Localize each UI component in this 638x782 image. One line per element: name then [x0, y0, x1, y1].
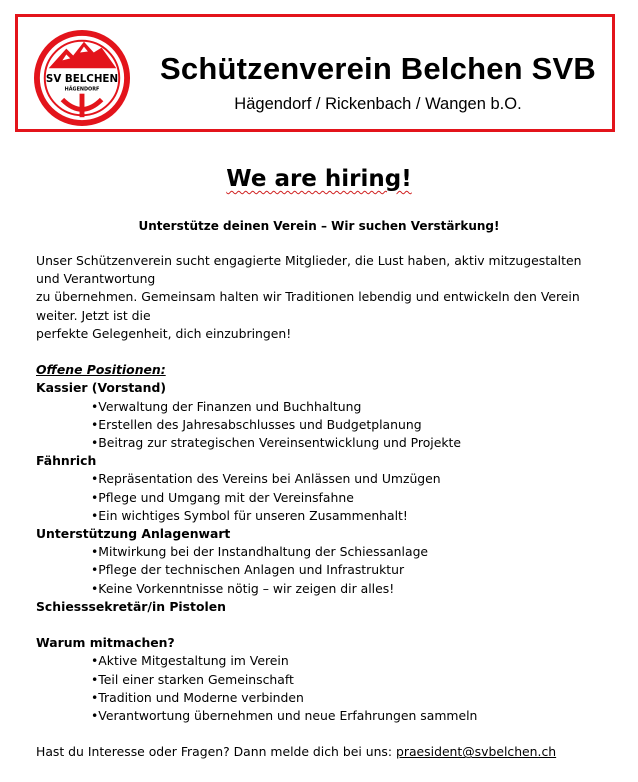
list-item: •Verwaltung der Finanzen und Buchhaltung — [91, 398, 362, 414]
list-item: •Repräsentation des Vereins bei Anlässen und Umzügen — [91, 471, 441, 487]
list-item: •Ein wichtiges Symbol für unseren Zusammenhalt! — [91, 507, 408, 523]
header-banner — [15, 14, 615, 132]
contact-line — [36, 743, 596, 761]
intro-line: Unser Schützenverein sucht engagierte Mitglieder, die Lust haben, aktiv mitzugestalten und Verantwortung — [36, 253, 582, 287]
club-name: Schützenverein Belchen SVB — [160, 51, 596, 86]
page-title-text: We are hiring! — [226, 166, 412, 192]
list-item: •Erstellen des Jahresabschlusses und Budgetplanung — [91, 416, 422, 432]
list-item: •Tradition und Moderne verbinden — [91, 689, 304, 705]
list-item: •Pflege und Umgang mit der Vereinsfahne — [91, 489, 354, 505]
intro-line: zu übernehmen. Gemeinsam halten wir Traditionen lebendig und entwickeln den Verein weiter. Jetzt ist die — [36, 289, 580, 323]
list-item: •Keine Vorkenntnisse nötig – wir zeigen dir alles! — [91, 580, 395, 596]
contact-text: Hast du Interesse oder Fragen? Dann melde dich bei uns: — [36, 744, 396, 760]
club-locations: Hägendorf / Rickenbach / Wangen b.O. — [234, 95, 522, 113]
list-item: •Verantwortung übernehmen und neue Erfahrungen sammeln — [91, 708, 478, 724]
why-heading: Warum mitmachen? — [36, 635, 175, 651]
list-item: •Teil einer starken Gemeinschaft — [91, 671, 294, 687]
contact-email-link[interactable]: praesident@svbelchen.ch — [396, 744, 557, 760]
list-item: •Aktive Mitgestaltung im Verein — [91, 653, 289, 669]
intro-line: perfekte Gelegenheit, dich einzubringen! — [36, 325, 292, 341]
position-title: Unterstützung Anlagenwart — [36, 526, 231, 542]
logo-subtext: HÄGENDORF — [64, 86, 100, 93]
list-item: •Pflege der technischen Anlagen und Infrastruktur — [91, 562, 405, 578]
list-item: •Beitrag zur strategischen Vereinsentwicklung und Projekte — [91, 435, 462, 451]
list-item: •Mitwirkung bei der Instandhaltung der Schiessanlage — [91, 544, 429, 560]
position-title: Schiesssekretär/in Pistolen — [36, 598, 226, 614]
position-title: Fähnrich — [36, 453, 97, 469]
position-title: Kassier (Vorstand) — [36, 380, 166, 396]
page-title — [0, 166, 638, 192]
document-body — [36, 252, 596, 762]
positions-heading: Offene Positionen: — [36, 362, 166, 378]
subtitle: Unterstütze deinen Verein – Wir suchen Verstärkung! — [138, 219, 500, 233]
logo-text: SV BELCHEN — [45, 72, 119, 85]
club-logo — [33, 29, 131, 127]
